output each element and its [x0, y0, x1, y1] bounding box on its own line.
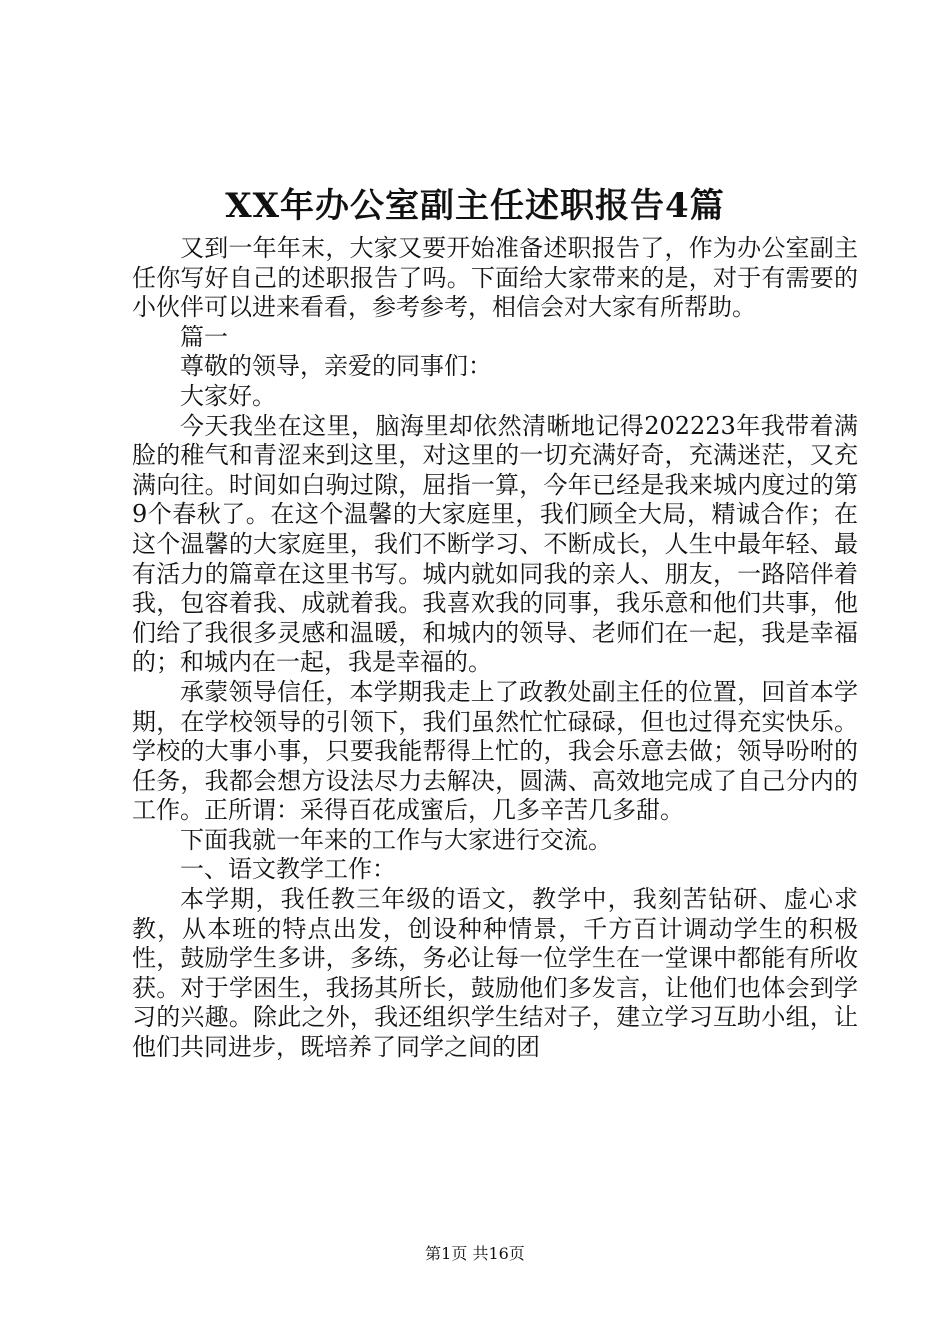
body-paragraph: 本学期，我任教三年级的语文，教学中，我刻苦钻研、虚心求教，从本班的特点出发，创设种种情景，千方百计调动学生的积极性，鼓励学生多讲，多练，务必让每一位学生在一堂课中都能有所收获。对于学困生，我扬其所长，鼓励他们多发言，让他们也体会到学习的兴趣。除此之外，我还组织学生结对子，建立学习互助小组，让他们共同进步，既培养了同学之间的团: [132, 885, 858, 1062]
body-paragraph: 今天我坐在这里，脑海里却依然清晰地记得202223年我带着满脸的稚气和青涩来到这里，对这里的一切充满好奇，充满迷茫，又充满向往。时间如白驹过隙，屈指一算，今年已经是我来城内度过的第9个春秋了。在这个温馨的大家庭里，我们顾全大局，精诚合作；在这个温馨的大家庭里，我们不断学习、不断成长，人生中最年轻、最有活力的篇章在这里书写。城内就如同我的亲人、朋友，一路陪伴着我，包容着我、成就着我。我喜欢我的同事，我乐意和他们共事，他们给了我很多灵感和温暖，和城内的领导、老师们在一起，我是幸福的；和城内在一起，我是幸福的。: [132, 411, 858, 677]
subsection-heading: 一、语文教学工作：: [180, 855, 396, 884]
body-paragraph: 承蒙领导信任，本学期我走上了政教处副主任的位置，回首本学期，在学校领导的引领下，我们虽然忙忙碌碌，但也过得充实快乐。学校的大事小事，只要我能帮得上忙的，我会乐意去做；领导吩咐的任务，我都会想方设法尽力去解决，圆满、高效地完成了自己分内的工作。正所谓：采得百花成蜜后，几多辛苦几多甜。: [132, 677, 858, 825]
document-body: [132, 234, 858, 1063]
document-title: XX年办公室副主任述职报告4篇: [225, 186, 725, 226]
body-paragraph: 下面我就一年来的工作与大家进行交流。: [180, 825, 612, 854]
greeting: 大家好。: [180, 381, 276, 410]
page-number: 第1页 共16页: [425, 1244, 525, 1263]
section-heading: 篇一: [180, 322, 228, 351]
salutation: 尊敬的领导，亲爱的同事们：: [180, 352, 492, 381]
intro-paragraph: 又到一年年末，大家又要开始准备述职报告了，作为办公室副主任你写好自己的述职报告了吗。下面给大家带来的是，对于有需要的小伙伴可以进来看看，参考参考，相信会对大家有所帮助。: [132, 234, 858, 322]
